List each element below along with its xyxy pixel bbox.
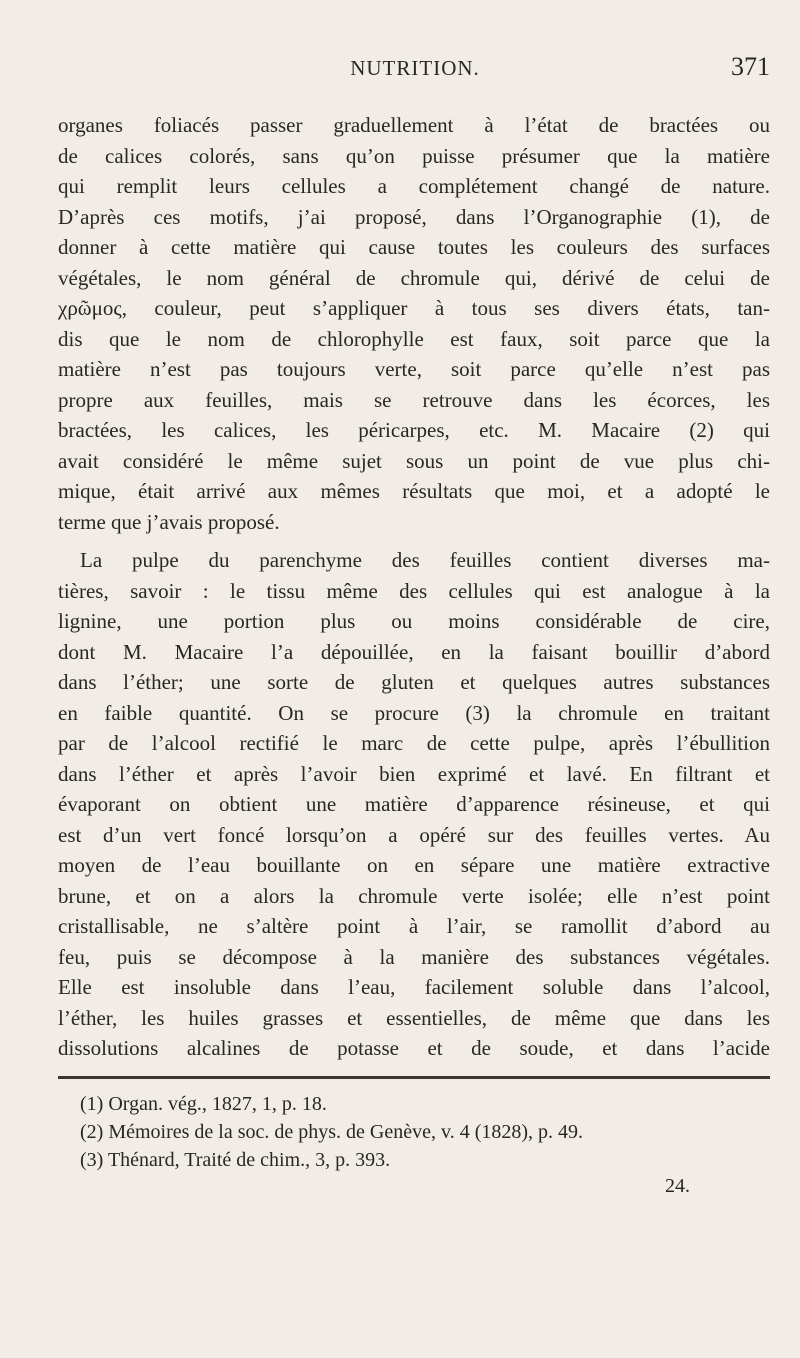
text-line: brune, et on a alors la chromule verte isolée; elle n’est point xyxy=(58,883,770,908)
text-line: l’éther, les huiles grasses et essentielles, de même que dans les xyxy=(58,1005,770,1030)
footnote-separator xyxy=(58,1076,770,1079)
text-line: par de l’alcool rectifié le marc de cette pulpe, après l’ébullition xyxy=(58,731,770,755)
text-line: mique, était arrivé aux mêmes résultats que moi, et a adopté le xyxy=(58,479,770,503)
paragraph xyxy=(58,545,770,1064)
text-line: tières, savoir : le tissu même des cellules qui est analogue à la xyxy=(58,578,770,603)
body-text xyxy=(58,110,770,1064)
footnote: (1) Organ. vég., 1827, 1, p. 18. xyxy=(80,1093,327,1115)
footnote: (2) Mémoires de la soc. de phys. de Genève, v. 4 (1828), p. 49. xyxy=(80,1121,584,1143)
text-line: cristallisable, ne s’altère point à l’air, se ramollit d’abord au xyxy=(58,914,770,938)
text-line: matière n’est pas toujours verte, soit parce qu’elle n’est pas xyxy=(58,357,770,381)
page-number: 371 xyxy=(731,52,770,81)
text-line: D’après ces motifs, j’ai proposé, dans l’Organographie (1), de xyxy=(58,204,770,229)
text-line: dans l’éther et après l’avoir bien exprimé et lavé. En filtrant et xyxy=(58,761,770,786)
text-line: dis que le nom de chlorophylle est faux, soit parce que la xyxy=(58,326,770,351)
text-line: feu, puis se décompose à la manière des substances végétales. xyxy=(58,944,770,969)
text-line: qui remplit leurs cellules a complétement changé de nature. xyxy=(58,174,770,198)
text-line: végétales, le nom général de chromule qui, dérivé de celui de xyxy=(58,265,770,290)
text-line: dont M. Macaire l’a dépouillée, en la faisant bouillir d’abord xyxy=(58,639,770,664)
text-line: lignine, une portion plus ou moins considérable de cire, xyxy=(58,609,770,633)
text-line: Elle est insoluble dans l’eau, facilement soluble dans l’alcool, xyxy=(58,975,770,999)
text-line: dissolutions alcalines de potasse et de soude, et dans l’acide xyxy=(58,1036,770,1060)
text-line: dans l’éther; une sorte de gluten et quelques autres substances xyxy=(58,670,770,694)
text-line: La pulpe du parenchyme des feuilles contient diverses ma- xyxy=(80,548,770,572)
text-line: évaporant on obtient une matière d’apparence résineuse, et qui xyxy=(58,792,770,816)
text-line: terme que j’avais proposé. xyxy=(58,509,280,534)
text-line: moyen de l’eau bouillante on en sépare une matière extractive xyxy=(58,853,770,877)
page-header xyxy=(60,52,770,92)
paragraph xyxy=(58,110,770,537)
text-line: de calices colorés, sans qu’on puisse présumer que la matière xyxy=(58,143,770,168)
footnotes xyxy=(80,1090,770,1174)
text-line: bractées, les calices, les péricarpes, etc. M. Macaire (2) qui xyxy=(58,418,770,442)
footnote: (3) Thénard, Traité de chim., 3, p. 393. xyxy=(80,1149,391,1171)
text-line: avait considéré le même sujet sous un point de vue plus chi- xyxy=(58,448,770,473)
text-line: propre aux feuilles, mais se retrouve dans les écorces, les xyxy=(58,387,770,412)
text-line: χρῶμος, couleur, peut s’appliquer à tous ses divers états, tan- xyxy=(58,296,770,320)
running-head: NUTRITION. xyxy=(350,56,480,80)
text-line: organes foliacés passer graduellement à l’état de bractées ou xyxy=(58,113,770,137)
text-line: donner à cette matière qui cause toutes les couleurs des surfaces xyxy=(58,235,770,259)
text-line: en faible quantité. On se procure (3) la chromule en traitant xyxy=(58,700,770,725)
text-line: est d’un vert foncé lorsqu’on a opéré sur des feuilles vertes. Au xyxy=(58,822,770,847)
signature-mark: 24. xyxy=(665,1175,690,1197)
